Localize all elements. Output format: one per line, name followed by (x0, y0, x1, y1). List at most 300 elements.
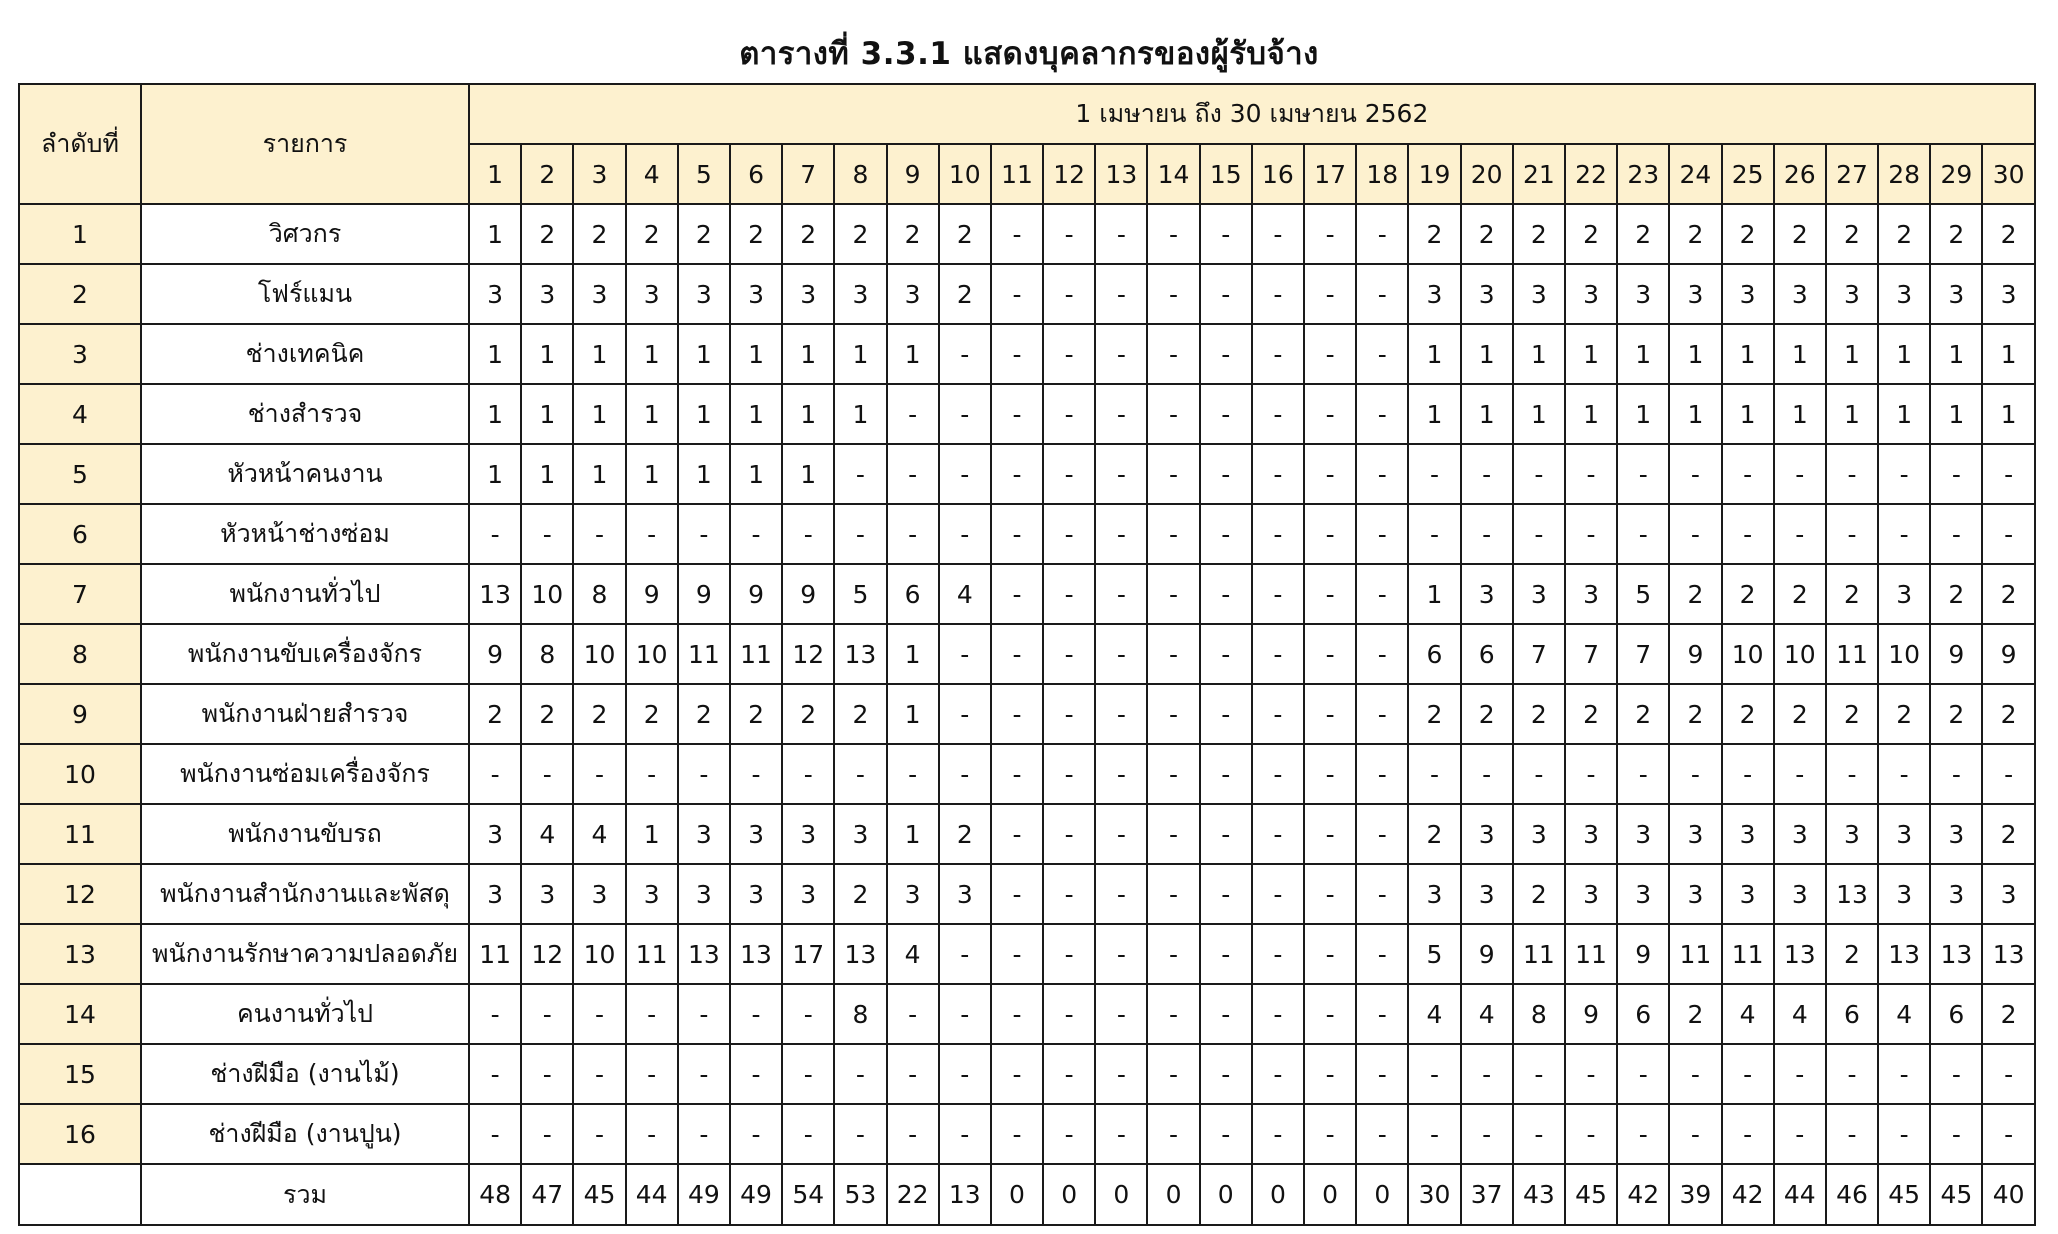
row-index: 12 (19, 864, 141, 924)
day-value-cell: 2 (939, 264, 991, 324)
table-row (19, 1044, 2035, 1104)
total-value-cell: 0 (991, 1164, 1043, 1225)
day-value-cell: 7 (1565, 624, 1617, 684)
day-value-cell: - (1095, 864, 1147, 924)
day-value-cell: 3 (1878, 804, 1930, 864)
day-value-cell: 2 (626, 204, 678, 264)
day-value-cell: - (1043, 1104, 1095, 1164)
day-value-cell: 9 (1617, 924, 1669, 984)
row-item-name: พนักงานสำนักงานและพัสดุ (141, 864, 469, 924)
day-value-cell: - (1147, 504, 1199, 564)
day-value-cell: 4 (1878, 984, 1930, 1044)
day-value-cell: 1 (1513, 324, 1565, 384)
day-value-cell: - (1617, 744, 1669, 804)
day-value-cell: - (1513, 1044, 1565, 1104)
day-value-cell: 2 (1513, 864, 1565, 924)
day-value-cell: 3 (573, 264, 625, 324)
total-value-cell: 45 (1565, 1164, 1617, 1225)
row-item-name: ช่างเทคนิค (141, 324, 469, 384)
day-value-cell: - (626, 744, 678, 804)
day-value-cell: 1 (1408, 324, 1460, 384)
day-value-cell: 2 (834, 864, 886, 924)
day-value-cell: 1 (469, 324, 521, 384)
day-value-cell: 3 (1669, 264, 1721, 324)
row-index: 11 (19, 804, 141, 864)
day-value-cell: 2 (1617, 684, 1669, 744)
day-value-cell: - (1252, 324, 1304, 384)
day-value-cell: - (521, 504, 573, 564)
day-value-cell: - (1617, 1104, 1669, 1164)
header-day: 11 (991, 144, 1043, 204)
day-value-cell: - (521, 1104, 573, 1164)
day-value-cell: - (991, 624, 1043, 684)
header-day: 30 (1982, 144, 2034, 204)
total-value-cell: 37 (1461, 1164, 1513, 1225)
day-value-cell: 2 (1669, 684, 1721, 744)
header-item: รายการ (141, 84, 469, 204)
day-value-cell: 8 (834, 984, 886, 1044)
day-value-cell: - (1722, 1044, 1774, 1104)
day-value-cell: 2 (678, 684, 730, 744)
day-value-cell: 3 (1930, 264, 1982, 324)
row-item-name: พนักงานขับเครื่องจักร (141, 624, 469, 684)
day-value-cell: 5 (834, 564, 886, 624)
header-day: 5 (678, 144, 730, 204)
day-value-cell: - (1982, 1104, 2034, 1164)
day-value-cell: - (1408, 1044, 1460, 1104)
day-value-cell: 1 (1826, 324, 1878, 384)
day-value-cell: - (1669, 444, 1721, 504)
day-value-cell: 8 (573, 564, 625, 624)
row-index: 1 (19, 204, 141, 264)
row-index: 8 (19, 624, 141, 684)
day-value-cell: 10 (1878, 624, 1930, 684)
day-value-cell: 1 (1930, 324, 1982, 384)
day-value-cell: 4 (1408, 984, 1460, 1044)
header-day: 10 (939, 144, 991, 204)
day-value-cell: - (1043, 864, 1095, 924)
day-value-cell: - (1252, 744, 1304, 804)
day-value-cell: - (1200, 444, 1252, 504)
day-value-cell: - (1982, 744, 2034, 804)
day-value-cell: 13 (1930, 924, 1982, 984)
day-value-cell: 10 (573, 924, 625, 984)
day-value-cell: 2 (834, 204, 886, 264)
day-value-cell: - (1304, 564, 1356, 624)
day-value-cell: - (1304, 624, 1356, 684)
day-value-cell: 4 (1461, 984, 1513, 1044)
day-value-cell: 1 (1722, 324, 1774, 384)
day-value-cell: 3 (469, 804, 521, 864)
table-row (19, 624, 2035, 684)
day-value-cell: - (573, 984, 625, 1044)
day-value-cell: 3 (782, 804, 834, 864)
personnel-table (18, 83, 2036, 1226)
day-value-cell: 2 (678, 204, 730, 264)
day-value-cell: 2 (1878, 204, 1930, 264)
day-value-cell: 3 (678, 264, 730, 324)
day-value-cell: - (1356, 504, 1408, 564)
day-value-cell: 13 (834, 924, 886, 984)
day-value-cell: 2 (1722, 684, 1774, 744)
day-value-cell: - (991, 1044, 1043, 1104)
day-value-cell: 2 (1826, 684, 1878, 744)
day-value-cell: - (991, 1104, 1043, 1164)
day-value-cell: 8 (521, 624, 573, 684)
day-value-cell: 1 (782, 384, 834, 444)
day-value-cell: - (573, 1104, 625, 1164)
day-value-cell: - (1356, 864, 1408, 924)
day-value-cell: 11 (1722, 924, 1774, 984)
total-value-cell: 44 (626, 1164, 678, 1225)
day-value-cell: - (730, 984, 782, 1044)
day-value-cell: - (1200, 564, 1252, 624)
day-value-cell: 1 (678, 384, 730, 444)
day-value-cell: - (939, 684, 991, 744)
day-value-cell: 4 (521, 804, 573, 864)
day-value-cell: - (1356, 744, 1408, 804)
day-value-cell: - (1774, 1044, 1826, 1104)
day-value-cell: - (1252, 624, 1304, 684)
day-value-cell: - (1147, 744, 1199, 804)
row-index: 5 (19, 444, 141, 504)
day-value-cell: - (730, 504, 782, 564)
day-value-cell: 3 (1408, 864, 1460, 924)
day-value-cell: 2 (1461, 684, 1513, 744)
row-item-name: คนงานทั่วไป (141, 984, 469, 1044)
day-value-cell: 3 (1461, 264, 1513, 324)
day-value-cell: - (1669, 1104, 1721, 1164)
day-value-cell: 11 (626, 924, 678, 984)
day-value-cell: - (730, 1104, 782, 1164)
day-value-cell: - (1722, 444, 1774, 504)
day-value-cell: - (1043, 804, 1095, 864)
day-value-cell: 6 (1617, 984, 1669, 1044)
day-value-cell: - (887, 444, 939, 504)
day-value-cell: 1 (887, 804, 939, 864)
day-value-cell: 1 (730, 444, 782, 504)
day-value-cell: 3 (1513, 804, 1565, 864)
day-value-cell: 2 (1774, 684, 1826, 744)
total-value-cell: 46 (1826, 1164, 1878, 1225)
day-value-cell: 3 (887, 264, 939, 324)
day-value-cell: 6 (1826, 984, 1878, 1044)
day-value-cell: - (1774, 444, 1826, 504)
day-value-cell: 3 (678, 804, 730, 864)
row-index: 14 (19, 984, 141, 1044)
day-value-cell: - (782, 744, 834, 804)
header-day: 24 (1669, 144, 1721, 204)
day-value-cell: 3 (730, 864, 782, 924)
day-value-cell: - (1617, 444, 1669, 504)
day-value-cell: 2 (1669, 204, 1721, 264)
day-value-cell: 1 (469, 444, 521, 504)
day-value-cell: - (1200, 744, 1252, 804)
day-value-cell: - (1356, 984, 1408, 1044)
day-value-cell: - (939, 1104, 991, 1164)
day-value-cell: 10 (1774, 624, 1826, 684)
day-value-cell: 12 (782, 624, 834, 684)
day-value-cell: - (991, 444, 1043, 504)
day-value-cell: 7 (1513, 624, 1565, 684)
day-value-cell: 2 (1982, 204, 2034, 264)
day-value-cell: 1 (834, 384, 886, 444)
day-value-cell: - (469, 1044, 521, 1104)
total-value-cell: 22 (887, 1164, 939, 1225)
day-value-cell: - (730, 1044, 782, 1104)
day-value-cell: - (939, 384, 991, 444)
day-value-cell: - (1095, 564, 1147, 624)
day-value-cell: 3 (469, 264, 521, 324)
day-value-cell: 13 (1878, 924, 1930, 984)
day-value-cell: 11 (1565, 924, 1617, 984)
day-value-cell: 1 (782, 444, 834, 504)
day-value-cell: 1 (521, 444, 573, 504)
day-value-cell: 9 (782, 564, 834, 624)
day-value-cell: 2 (1774, 204, 1826, 264)
day-value-cell: 9 (678, 564, 730, 624)
day-value-cell: - (1826, 504, 1878, 564)
day-value-cell: - (469, 1104, 521, 1164)
header-day: 12 (1043, 144, 1095, 204)
day-value-cell: - (1252, 564, 1304, 624)
day-value-cell: - (782, 1104, 834, 1164)
day-value-cell: 2 (469, 684, 521, 744)
day-value-cell: 2 (1617, 204, 1669, 264)
day-value-cell: - (1826, 1044, 1878, 1104)
day-value-cell: - (469, 504, 521, 564)
day-value-cell: - (1095, 264, 1147, 324)
day-value-cell: - (1095, 804, 1147, 864)
day-value-cell: - (1200, 1104, 1252, 1164)
row-index: 15 (19, 1044, 141, 1104)
row-index: 9 (19, 684, 141, 744)
day-value-cell: - (887, 384, 939, 444)
day-value-cell: 11 (1826, 624, 1878, 684)
day-value-cell: 1 (1982, 384, 2034, 444)
header-day: 7 (782, 144, 834, 204)
table-row (19, 744, 2035, 804)
day-value-cell: 3 (1982, 864, 2034, 924)
row-index: 16 (19, 1104, 141, 1164)
day-value-cell: - (887, 1104, 939, 1164)
day-value-cell: 6 (887, 564, 939, 624)
day-value-cell: - (1252, 504, 1304, 564)
day-value-cell: 4 (887, 924, 939, 984)
table-body (19, 204, 2035, 1225)
day-value-cell: - (1043, 684, 1095, 744)
day-value-cell: - (1669, 1044, 1721, 1104)
day-value-cell: 5 (1408, 924, 1460, 984)
day-value-cell: 1 (1930, 384, 1982, 444)
day-value-cell: - (1252, 384, 1304, 444)
day-value-cell: 3 (1774, 804, 1826, 864)
day-value-cell: - (1147, 924, 1199, 984)
day-value-cell: 1 (626, 384, 678, 444)
row-item-name: พนักงานทั่วไป (141, 564, 469, 624)
day-value-cell: 3 (573, 864, 625, 924)
day-value-cell: - (1147, 564, 1199, 624)
day-value-cell: - (1878, 744, 1930, 804)
total-value-cell: 47 (521, 1164, 573, 1225)
day-value-cell: 3 (1774, 864, 1826, 924)
day-value-cell: - (1200, 504, 1252, 564)
table-row (19, 384, 2035, 444)
day-value-cell: - (1043, 1044, 1095, 1104)
day-value-cell: 1 (1669, 384, 1721, 444)
header-day: 15 (1200, 144, 1252, 204)
header-day: 16 (1252, 144, 1304, 204)
day-value-cell: 3 (1565, 564, 1617, 624)
day-value-cell: - (1147, 624, 1199, 684)
day-value-cell: 2 (939, 204, 991, 264)
day-value-cell: - (939, 744, 991, 804)
header-day: 1 (469, 144, 521, 204)
day-value-cell: 3 (887, 864, 939, 924)
day-value-cell: 1 (730, 384, 782, 444)
day-value-cell: 3 (1669, 864, 1721, 924)
day-value-cell: - (991, 744, 1043, 804)
day-value-cell: - (1095, 384, 1147, 444)
total-value-cell: 43 (1513, 1164, 1565, 1225)
day-value-cell: - (1147, 324, 1199, 384)
header-day: 28 (1878, 144, 1930, 204)
day-value-cell: - (626, 1044, 678, 1104)
table-row (19, 984, 2035, 1044)
day-value-cell: 1 (887, 684, 939, 744)
day-value-cell: - (1826, 444, 1878, 504)
day-value-cell: 3 (939, 864, 991, 924)
day-value-cell: 3 (1878, 564, 1930, 624)
day-value-cell: - (1252, 264, 1304, 324)
day-value-cell: 13 (1982, 924, 2034, 984)
day-value-cell: 10 (626, 624, 678, 684)
day-value-cell: 1 (1408, 564, 1460, 624)
day-value-cell: - (1722, 1104, 1774, 1164)
day-value-cell: 1 (1408, 384, 1460, 444)
day-value-cell: - (1147, 864, 1199, 924)
header-day: 23 (1617, 144, 1669, 204)
total-label: รวม (141, 1164, 469, 1225)
day-value-cell: - (1408, 504, 1460, 564)
header-day: 29 (1930, 144, 1982, 204)
day-value-cell: - (1095, 1104, 1147, 1164)
header-day: 14 (1147, 144, 1199, 204)
day-value-cell: 2 (939, 804, 991, 864)
total-value-cell: 30 (1408, 1164, 1460, 1225)
day-value-cell: - (1252, 864, 1304, 924)
header-day: 26 (1774, 144, 1826, 204)
day-value-cell: - (1095, 504, 1147, 564)
table-row (19, 324, 2035, 384)
day-value-cell: - (834, 1044, 886, 1104)
day-value-cell: - (991, 684, 1043, 744)
day-value-cell: - (626, 504, 678, 564)
day-value-cell: - (1513, 444, 1565, 504)
day-value-cell: 4 (573, 804, 625, 864)
day-value-cell: - (1356, 924, 1408, 984)
table-row (19, 1104, 2035, 1164)
day-value-cell: - (991, 984, 1043, 1044)
day-value-cell: - (1200, 864, 1252, 924)
table-row (19, 504, 2035, 564)
day-value-cell: 9 (626, 564, 678, 624)
total-value-cell: 39 (1669, 1164, 1721, 1225)
total-value-cell: 45 (1878, 1164, 1930, 1225)
row-index: 13 (19, 924, 141, 984)
day-value-cell: - (521, 1044, 573, 1104)
day-value-cell: - (1878, 444, 1930, 504)
day-value-cell: - (1200, 984, 1252, 1044)
day-value-cell: - (1356, 564, 1408, 624)
day-value-cell: 3 (678, 864, 730, 924)
day-value-cell: - (1617, 504, 1669, 564)
total-value-cell: 49 (678, 1164, 730, 1225)
day-value-cell: - (1252, 1104, 1304, 1164)
day-value-cell: 1 (626, 324, 678, 384)
table-row (19, 204, 2035, 264)
day-value-cell: 2 (1878, 684, 1930, 744)
day-value-cell: 3 (1826, 804, 1878, 864)
day-value-cell: - (1095, 624, 1147, 684)
day-value-cell: - (834, 1104, 886, 1164)
day-value-cell: - (1617, 1044, 1669, 1104)
day-value-cell: 3 (1722, 864, 1774, 924)
day-value-cell: - (1200, 264, 1252, 324)
day-value-cell: 9 (1461, 924, 1513, 984)
header-day: 21 (1513, 144, 1565, 204)
day-value-cell: 4 (1774, 984, 1826, 1044)
day-value-cell: 2 (887, 204, 939, 264)
day-value-cell: - (1043, 204, 1095, 264)
row-item-name: พนักงานขับรถ (141, 804, 469, 864)
day-value-cell: 1 (1774, 324, 1826, 384)
day-value-cell: 2 (1826, 564, 1878, 624)
day-value-cell: - (1095, 204, 1147, 264)
day-value-cell: - (1304, 444, 1356, 504)
header-day: 3 (573, 144, 625, 204)
day-value-cell: 1 (573, 444, 625, 504)
day-value-cell: - (1095, 684, 1147, 744)
header-day: 4 (626, 144, 678, 204)
day-value-cell: - (1408, 1104, 1460, 1164)
row-item-name: ช่างฝีมือ (งานไม้) (141, 1044, 469, 1104)
day-value-cell: - (1356, 324, 1408, 384)
day-value-cell: - (1565, 504, 1617, 564)
total-value-cell: 54 (782, 1164, 834, 1225)
total-value-cell: 48 (469, 1164, 521, 1225)
day-value-cell: 3 (834, 804, 886, 864)
day-value-cell: - (991, 564, 1043, 624)
day-value-cell: 3 (1722, 804, 1774, 864)
day-value-cell: - (1043, 564, 1095, 624)
day-value-cell: 3 (1408, 264, 1460, 324)
day-value-cell: - (1043, 324, 1095, 384)
day-value-cell: 3 (834, 264, 886, 324)
day-value-cell: 7 (1617, 624, 1669, 684)
day-value-cell: - (1356, 444, 1408, 504)
day-value-cell: 3 (1565, 804, 1617, 864)
day-value-cell: 1 (1565, 324, 1617, 384)
day-value-cell: - (678, 1104, 730, 1164)
day-value-cell: - (834, 504, 886, 564)
day-value-cell: - (1200, 624, 1252, 684)
day-value-cell: 13 (730, 924, 782, 984)
day-value-cell: - (991, 924, 1043, 984)
day-value-cell: 4 (1722, 984, 1774, 1044)
day-value-cell: - (678, 1044, 730, 1104)
day-value-cell: 1 (1461, 384, 1513, 444)
